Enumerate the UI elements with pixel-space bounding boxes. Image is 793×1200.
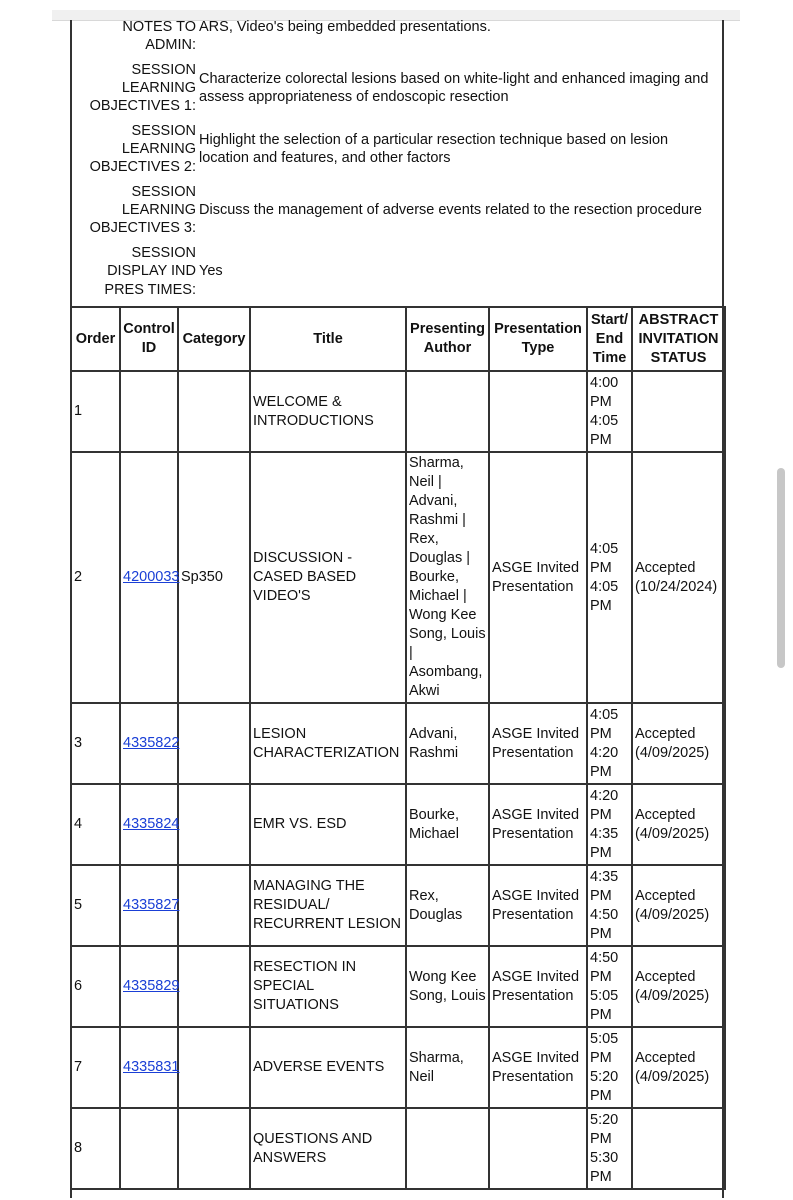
cell-type: [489, 1108, 587, 1189]
display-ind-value: Yes: [199, 263, 223, 279]
cell-control-id: [120, 1108, 178, 1189]
objective-2-value: Highlight the selection of a particular resection technique based on lesion location and features, and other factors: [199, 132, 669, 166]
cell-type: ASGE Invited Presentation: [489, 784, 587, 865]
cell-control-id: [120, 946, 178, 1027]
cell-time: 5:20 PM 5:30 PM: [587, 1108, 632, 1189]
table-row: [71, 865, 725, 946]
cell-category: [178, 784, 250, 865]
table-row: [71, 703, 725, 784]
cell-author: Rex, Douglas: [406, 865, 489, 946]
cell-author: [406, 1108, 489, 1189]
table-row: [71, 784, 725, 865]
cell-author: Sharma, Neil: [406, 1027, 489, 1108]
header-presenting-author: Presenting Author: [406, 307, 489, 371]
header-title: Title: [250, 307, 406, 371]
objective-1-value: Characterize colorectal lesions based on white-light and enhanced imaging and assess appropriateness of endoscopic resection: [199, 71, 709, 105]
header-order: Order: [71, 307, 120, 371]
cell-category: [178, 946, 250, 1027]
cell-control-id: [120, 1027, 178, 1108]
cell-time: 4:20 PM 4:35 PM: [587, 784, 632, 865]
display-ind-label: SESSION DISPLAY IND: [107, 245, 196, 279]
cell-title: RESECTION IN SPECIAL SITUATIONS: [250, 946, 406, 1027]
display-ind-row: [72, 244, 722, 280]
control-id-link[interactable]: 4335827: [123, 897, 180, 913]
header-category: Category: [178, 307, 250, 371]
table-header-row: [71, 307, 725, 371]
header-abstract-status: ABSTRACT INVITATION STATUS: [632, 307, 725, 371]
pres-times-label: PRES TIMES:: [104, 282, 196, 298]
objective-1-row: [72, 61, 722, 115]
control-id-link[interactable]: 4335831: [123, 1059, 180, 1075]
cell-status: Accepted (4/09/2025): [632, 784, 725, 865]
cell-time: 4:05 PM 4:05 PM: [587, 452, 632, 703]
cell-author: Bourke, Michael: [406, 784, 489, 865]
cell-status: Accepted (4/09/2025): [632, 865, 725, 946]
notes-to-admin-row: [72, 18, 722, 54]
cell-type: ASGE Invited Presentation: [489, 452, 587, 703]
control-id-link[interactable]: 4200033: [123, 569, 180, 585]
cell-category: [178, 865, 250, 946]
cell-control-id: [120, 703, 178, 784]
cell-title: QUESTIONS AND ANSWERS: [250, 1108, 406, 1189]
cell-time: 5:05 PM 5:20 PM: [587, 1027, 632, 1108]
header-control-id: Control ID: [120, 307, 178, 371]
cell-control-id: [120, 452, 178, 703]
cell-order: 2: [71, 452, 120, 703]
pres-times-value: [196, 281, 722, 299]
cell-order: 3: [71, 703, 120, 784]
header-presentation-type: Presentation Type: [489, 307, 587, 371]
cell-title: DISCUSSION - CASED BASED VIDEO'S: [250, 452, 406, 703]
cell-control-id: [120, 371, 178, 452]
cell-status: Accepted (4/09/2025): [632, 703, 725, 784]
pres-times-row: [72, 281, 722, 299]
table-row: [71, 1027, 725, 1108]
cell-status: [632, 1108, 725, 1189]
cell-order: 4: [71, 784, 120, 865]
cell-author: Wong Kee Song, Louis: [406, 946, 489, 1027]
notes-to-admin-label: NOTES TO ADMIN:: [122, 19, 196, 53]
cell-control-id: [120, 865, 178, 946]
objective-2-row: [72, 122, 722, 176]
cell-type: [489, 371, 587, 452]
vertical-scrollbar[interactable]: [777, 468, 785, 668]
cell-type: ASGE Invited Presentation: [489, 865, 587, 946]
cell-type: ASGE Invited Presentation: [489, 946, 587, 1027]
cell-category: [178, 1027, 250, 1108]
cell-status: [632, 371, 725, 452]
cell-order: 6: [71, 946, 120, 1027]
cell-title: EMR VS. ESD: [250, 784, 406, 865]
cell-title: WELCOME & INTRODUCTIONS: [250, 371, 406, 452]
cell-order: 7: [71, 1027, 120, 1108]
cell-author: [406, 371, 489, 452]
presentation-schedule-table: [70, 306, 726, 1190]
cell-author: Sharma, Neil | Advani, Rashmi | Rex, Douglas | Bourke, Michael | Wong Kee Song, Louis | Asombang, Akwi: [406, 452, 489, 703]
cell-time: 4:35 PM 4:50 PM: [587, 865, 632, 946]
cell-order: 5: [71, 865, 120, 946]
cell-status: Accepted (4/09/2025): [632, 946, 725, 1027]
cell-status: Accepted (4/09/2025): [632, 1027, 725, 1108]
cell-title: LESION CHARACTERIZATION: [250, 703, 406, 784]
control-id-link[interactable]: 4335829: [123, 978, 180, 994]
cell-control-id: [120, 784, 178, 865]
objective-2-label: SESSION LEARNING OBJECTIVES 2:: [89, 123, 196, 175]
control-id-link[interactable]: 4335822: [123, 735, 180, 751]
notes-to-admin-value: ARS, Video's being embedded presentations.: [199, 19, 491, 35]
cell-order: 1: [71, 371, 120, 452]
cell-category: [178, 371, 250, 452]
objective-3-value: Discuss the management of adverse events related to the resection procedure: [199, 202, 702, 218]
cell-type: ASGE Invited Presentation: [489, 1027, 587, 1108]
header-start-end-time: Start/ End Time: [587, 307, 632, 371]
table-row: [71, 371, 725, 452]
cell-time: 4:05 PM 4:20 PM: [587, 703, 632, 784]
objective-3-label: SESSION LEARNING OBJECTIVES 3:: [89, 184, 196, 236]
cell-time: 4:50 PM 5:05 PM: [587, 946, 632, 1027]
cell-order: 8: [71, 1108, 120, 1189]
objective-1-label: SESSION LEARNING OBJECTIVES 1:: [89, 62, 196, 114]
cell-category: [178, 1108, 250, 1189]
cell-category: [178, 703, 250, 784]
cell-category: Sp350: [178, 452, 250, 703]
control-id-link[interactable]: 4335824: [123, 816, 180, 832]
objective-3-row: [72, 183, 722, 237]
session-info: [72, 18, 722, 306]
table-row: [71, 452, 725, 703]
cell-type: ASGE Invited Presentation: [489, 703, 587, 784]
cell-title: ADVERSE EVENTS: [250, 1027, 406, 1108]
table-row: [71, 946, 725, 1027]
table-row: [71, 1108, 725, 1189]
cell-status: Accepted (10/24/2024): [632, 452, 725, 703]
cell-time: 4:00 PM 4:05 PM: [587, 371, 632, 452]
cell-title: MANAGING THE RESIDUAL/ RECURRENT LESION: [250, 865, 406, 946]
cell-author: Advani, Rashmi: [406, 703, 489, 784]
